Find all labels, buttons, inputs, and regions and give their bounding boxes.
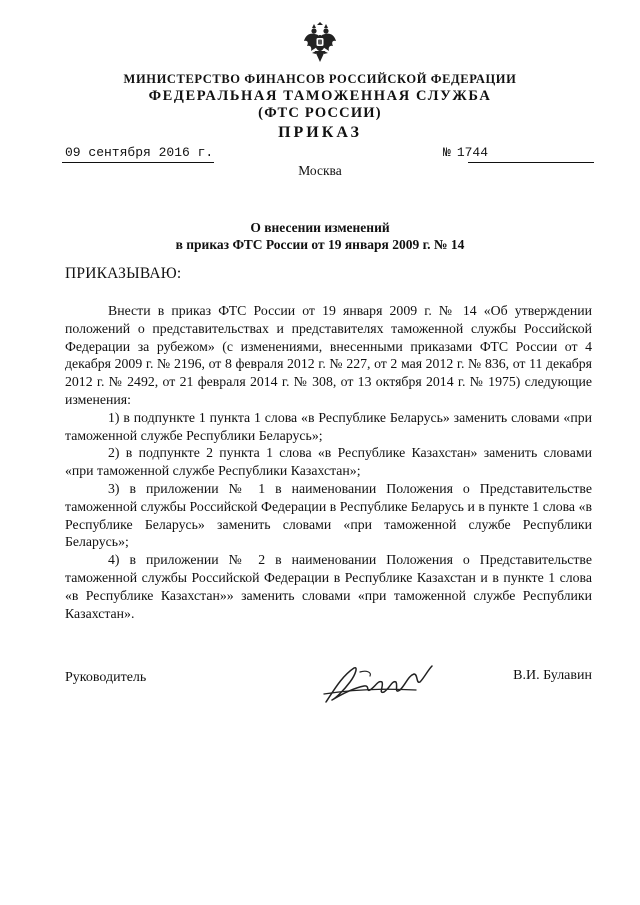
double-headed-eagle-icon <box>303 22 337 66</box>
order-date: 09 сентября 2016 г. <box>65 145 214 160</box>
body-intro: Внести в приказ ФТС России от 19 января 2009 г. № 14 «Об утверждении положений о представительствах и представителях таможенной службы Российской Федерации за рубежом» (с изменениями, внесенными приказами ФТС России от 4 декабря 2009 г. № 2196, от 8 февраля 2012 г. № 227, от 2 мая 2012 г. № 836, от 11 декабря 2012 г. № 2492, от 21 февраля 2014 г. № 308, от 13 октября 2014 г. № 1975) следующие изменения: <box>65 303 592 407</box>
body-item-4: 4) в приложении № 2 в наименовании Положения о Представительстве таможенной службы Российской Федерации в Республике Казахстан и в пункте 1 слова «в Республике Казахстан»» заменить словами «при таможенной службе Республики Казахстан». <box>65 552 592 621</box>
service-abbreviation: (ФТС РОССИИ) <box>258 105 382 121</box>
ministry-title: МИНИСТЕРСТВО ФИНАНСОВ РОССИЙСКОЙ ФЕДЕРАЦИИ <box>123 72 517 86</box>
subject-line-1: О внесении изменений <box>250 220 390 235</box>
body-item-3: 3) в приложении № 1 в наименовании Положения о Представительстве таможенной службы Российской Федерации в Республике Беларусь и в пункте 1 слова «в Республике Беларусь» заменить словами «при таможенной службе Республики Беларусь»; <box>65 480 592 550</box>
handwritten-signature <box>320 660 442 708</box>
order-verb: ПРИКАЗЫВАЮ: <box>65 265 182 282</box>
city: Москва <box>298 163 342 178</box>
subject-line-2: в приказ ФТС России от 19 января 2009 г. № 14 <box>175 237 465 252</box>
order-number: 1744 <box>456 145 489 160</box>
body-item-1: 1) в подпункте 1 пункта 1 слова «в Республике Беларусь» заменить словами «при таможенной службе Республики Беларусь»; <box>65 409 592 443</box>
order-body <box>65 302 592 622</box>
order-number-block <box>443 145 593 160</box>
signer-title: Руководитель <box>65 670 147 685</box>
number-sign: № <box>443 145 451 160</box>
document-type: ПРИКАЗ <box>278 124 362 141</box>
service-title: ФЕДЕРАЛЬНАЯ ТАМОЖЕННАЯ СЛУЖБА <box>148 88 492 104</box>
signer-name: В.И. Булавин <box>513 668 592 683</box>
body-item-2: 2) в подпункте 2 пункта 1 слова «в Республике Казахстан» заменить словами «при таможенной службе Республики Казахстан»; <box>65 445 592 479</box>
